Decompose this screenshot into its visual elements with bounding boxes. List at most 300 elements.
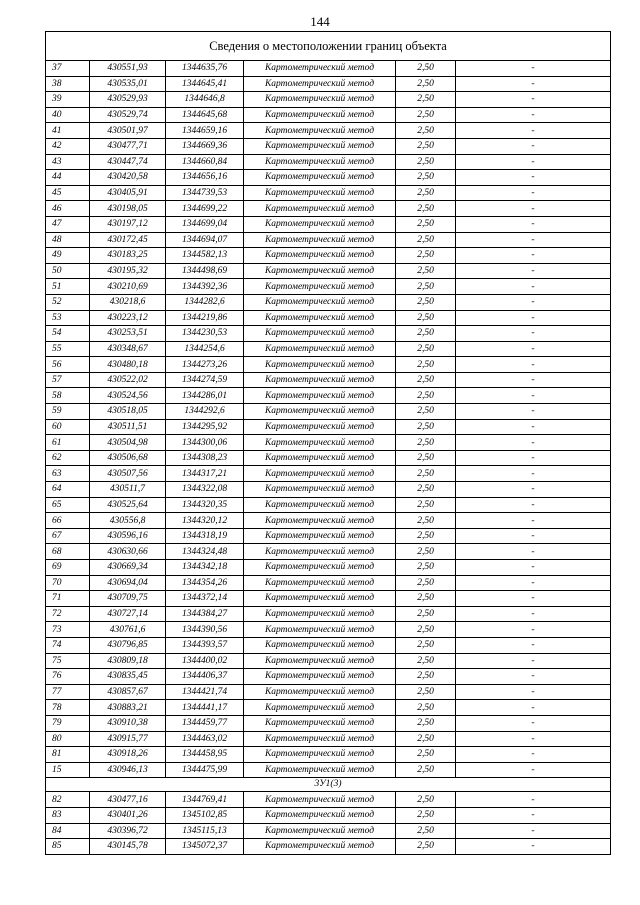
description-cell: - [456,700,611,716]
precision-cell: 2,50 [396,792,456,808]
table-row [46,450,611,466]
x-coordinate-cell: 430477,16 [90,792,166,808]
y-coordinate-cell: 1344400,02 [166,653,244,669]
y-coordinate-cell: 1344292,6 [166,404,244,420]
method-cell: Картометрический метод [244,528,396,544]
x-coordinate-cell: 430835,45 [90,669,166,685]
point-number-cell: 40 [46,107,90,123]
y-coordinate-cell: 1344669,36 [166,138,244,154]
table-row [46,419,611,435]
y-coordinate-cell: 1344463,02 [166,731,244,747]
method-cell: Картометрический метод [244,372,396,388]
point-number-cell: 49 [46,248,90,264]
y-coordinate-cell: 1345115,13 [166,823,244,839]
table-row [46,669,611,685]
precision-cell: 2,50 [396,544,456,560]
y-coordinate-cell: 1344739,53 [166,185,244,201]
y-coordinate-cell: 1344645,41 [166,76,244,92]
description-cell: - [456,216,611,232]
precision-cell: 2,50 [396,762,456,778]
precision-cell: 2,50 [396,138,456,154]
method-cell: Картометрический метод [244,622,396,638]
method-cell: Картометрический метод [244,248,396,264]
y-coordinate-cell: 1344295,92 [166,419,244,435]
point-number-cell: 85 [46,839,90,855]
point-number-cell: 84 [46,823,90,839]
y-coordinate-cell: 1344769,41 [166,792,244,808]
point-number-cell: 64 [46,482,90,498]
precision-cell: 2,50 [396,591,456,607]
precision-cell: 2,50 [396,201,456,217]
point-number-cell: 63 [46,466,90,482]
table-row [46,544,611,560]
table-row [46,435,611,451]
table-row [46,404,611,420]
description-cell: - [456,294,611,310]
method-cell: Картометрический метод [244,294,396,310]
precision-cell: 2,50 [396,388,456,404]
method-cell: Картометрический метод [244,606,396,622]
precision-cell: 2,50 [396,653,456,669]
method-cell: Картометрический метод [244,419,396,435]
x-coordinate-cell: 430348,67 [90,341,166,357]
description-cell: - [456,326,611,342]
precision-cell: 2,50 [396,76,456,92]
table-row [46,107,611,123]
x-coordinate-cell: 430507,56 [90,466,166,482]
description-cell: - [456,61,611,77]
y-coordinate-cell: 1344659,16 [166,123,244,139]
point-number-cell: 81 [46,747,90,763]
y-coordinate-cell: 1344282,6 [166,294,244,310]
x-coordinate-cell: 430709,75 [90,591,166,607]
y-coordinate-cell: 1344699,04 [166,216,244,232]
table-row [46,201,611,217]
point-number-cell: 79 [46,715,90,731]
point-number-cell: 59 [46,404,90,420]
y-coordinate-cell: 1344320,12 [166,513,244,529]
point-number-cell: 68 [46,544,90,560]
method-cell: Картометрический метод [244,669,396,685]
point-number-cell: 43 [46,154,90,170]
y-coordinate-cell: 1344393,57 [166,637,244,653]
precision-cell: 2,50 [396,123,456,139]
table-row [46,497,611,513]
point-number-cell: 61 [46,435,90,451]
point-number-cell: 50 [46,263,90,279]
y-coordinate-cell: 1344320,35 [166,497,244,513]
precision-cell: 2,50 [396,61,456,77]
point-number-cell: 39 [46,92,90,108]
x-coordinate-cell: 430197,12 [90,216,166,232]
y-coordinate-cell: 1344384,27 [166,606,244,622]
precision-cell: 2,50 [396,622,456,638]
precision-cell: 2,50 [396,575,456,591]
x-coordinate-cell: 430857,67 [90,684,166,700]
method-cell: Картометрический метод [244,513,396,529]
method-cell: Картометрический метод [244,263,396,279]
method-cell: Картометрический метод [244,715,396,731]
page-number: 144 [310,14,330,29]
precision-cell: 2,50 [396,839,456,855]
x-coordinate-cell: 430405,91 [90,185,166,201]
table-row [46,170,611,186]
point-number-cell: 53 [46,310,90,326]
precision-cell: 2,50 [396,450,456,466]
description-cell: - [456,263,611,279]
description-cell: - [456,341,611,357]
precision-cell: 2,50 [396,232,456,248]
precision-cell: 2,50 [396,310,456,326]
x-coordinate-cell: 430518,05 [90,404,166,420]
table-row [46,700,611,716]
point-number-cell: 72 [46,606,90,622]
description-cell: - [456,653,611,669]
point-number-cell: 38 [46,76,90,92]
precision-cell: 2,50 [396,513,456,529]
table-row [46,653,611,669]
table-row [46,388,611,404]
point-number-cell: 58 [46,388,90,404]
method-cell: Картометрический метод [244,341,396,357]
y-coordinate-cell: 1344421,74 [166,684,244,700]
description-cell: - [456,248,611,264]
precision-cell: 2,50 [396,404,456,420]
method-cell: Картометрический метод [244,544,396,560]
point-number-cell: 82 [46,792,90,808]
y-coordinate-cell: 1345072,37 [166,839,244,855]
coordinates-table [45,31,611,855]
table-row [46,823,611,839]
method-cell: Картометрический метод [244,216,396,232]
description-cell: - [456,807,611,823]
table-row [46,792,611,808]
method-cell: Картометрический метод [244,653,396,669]
point-number-cell: 42 [46,138,90,154]
description-cell: - [456,669,611,685]
x-coordinate-cell: 430198,05 [90,201,166,217]
method-cell: Картометрический метод [244,591,396,607]
description-cell: - [456,497,611,513]
y-coordinate-cell: 1344694,07 [166,232,244,248]
method-cell: Картометрический метод [244,700,396,716]
precision-cell: 2,50 [396,248,456,264]
description-cell: - [456,404,611,420]
method-cell: Картометрический метод [244,92,396,108]
x-coordinate-cell: 430535,01 [90,76,166,92]
point-number-cell: 74 [46,637,90,653]
y-coordinate-cell: 1344318,19 [166,528,244,544]
method-cell: Картометрический метод [244,123,396,139]
precision-cell: 2,50 [396,731,456,747]
precision-cell: 2,50 [396,154,456,170]
precision-cell: 2,50 [396,497,456,513]
x-coordinate-cell: 430506,68 [90,450,166,466]
description-cell: - [456,76,611,92]
precision-cell: 2,50 [396,419,456,435]
table-row [46,591,611,607]
x-coordinate-cell: 430172,45 [90,232,166,248]
x-coordinate-cell: 430396,72 [90,823,166,839]
precision-cell: 2,50 [396,669,456,685]
table-row [46,466,611,482]
table-row [46,216,611,232]
table-row [46,560,611,576]
y-coordinate-cell: 1344322,08 [166,482,244,498]
description-cell: - [456,528,611,544]
description-cell: - [456,92,611,108]
method-cell: Картометрический метод [244,731,396,747]
precision-cell: 2,50 [396,823,456,839]
table-row [46,606,611,622]
method-cell: Картометрический метод [244,560,396,576]
x-coordinate-cell: 430183,25 [90,248,166,264]
section-row [46,778,611,792]
x-coordinate-cell: 430596,16 [90,528,166,544]
precision-cell: 2,50 [396,637,456,653]
y-coordinate-cell: 1344308,23 [166,450,244,466]
description-cell: - [456,107,611,123]
y-coordinate-cell: 1344699,22 [166,201,244,217]
method-cell: Картометрический метод [244,450,396,466]
y-coordinate-cell: 1344317,21 [166,466,244,482]
description-cell: - [456,513,611,529]
method-cell: Картометрический метод [244,388,396,404]
method-cell: Картометрический метод [244,747,396,763]
y-coordinate-cell: 1344390,56 [166,622,244,638]
precision-cell: 2,50 [396,185,456,201]
method-cell: Картометрический метод [244,170,396,186]
precision-cell: 2,50 [396,341,456,357]
table-row [46,263,611,279]
table-row [46,310,611,326]
precision-cell: 2,50 [396,606,456,622]
table-row [46,684,611,700]
y-coordinate-cell: 1344475,99 [166,762,244,778]
point-number-cell: 66 [46,513,90,529]
precision-cell: 2,50 [396,807,456,823]
x-coordinate-cell: 430501,97 [90,123,166,139]
method-cell: Картометрический метод [244,232,396,248]
precision-cell: 2,50 [396,279,456,295]
section-label: 3У1(3) [46,778,611,792]
description-cell: - [456,839,611,855]
precision-cell: 2,50 [396,684,456,700]
method-cell: Картометрический метод [244,154,396,170]
description-cell: - [456,170,611,186]
y-coordinate-cell: 1344646,8 [166,92,244,108]
table-row [46,341,611,357]
method-cell: Картометрический метод [244,138,396,154]
table-header-row [46,32,611,61]
table-row [46,357,611,373]
point-number-cell: 15 [46,762,90,778]
point-number-cell: 80 [46,731,90,747]
table-row [46,513,611,529]
point-number-cell: 56 [46,357,90,373]
x-coordinate-cell: 430694,04 [90,575,166,591]
x-coordinate-cell: 430401,26 [90,807,166,823]
description-cell: - [456,154,611,170]
description-cell: - [456,823,611,839]
x-coordinate-cell: 430525,64 [90,497,166,513]
point-number-cell: 46 [46,201,90,217]
x-coordinate-cell: 430883,21 [90,700,166,716]
table-row [46,92,611,108]
precision-cell: 2,50 [396,92,456,108]
description-cell: - [456,435,611,451]
x-coordinate-cell: 430253,51 [90,326,166,342]
table-row [46,279,611,295]
table-row [46,248,611,264]
method-cell: Картометрический метод [244,684,396,700]
precision-cell: 2,50 [396,466,456,482]
point-number-cell: 73 [46,622,90,638]
point-number-cell: 77 [46,684,90,700]
table-row [46,61,611,77]
y-coordinate-cell: 1344441,17 [166,700,244,716]
point-number-cell: 60 [46,419,90,435]
x-coordinate-cell: 430210,69 [90,279,166,295]
y-coordinate-cell: 1344458,95 [166,747,244,763]
method-cell: Картометрический метод [244,823,396,839]
method-cell: Картометрический метод [244,61,396,77]
y-coordinate-cell: 1344300,06 [166,435,244,451]
y-coordinate-cell: 1344459,77 [166,715,244,731]
method-cell: Картометрический метод [244,762,396,778]
description-cell: - [456,123,611,139]
table-row [46,747,611,763]
x-coordinate-cell: 430477,71 [90,138,166,154]
description-cell: - [456,466,611,482]
x-coordinate-cell: 430910,38 [90,715,166,731]
point-number-cell: 45 [46,185,90,201]
precision-cell: 2,50 [396,216,456,232]
method-cell: Картометрический метод [244,637,396,653]
y-coordinate-cell: 1344372,14 [166,591,244,607]
method-cell: Картометрический метод [244,185,396,201]
method-cell: Картометрический метод [244,839,396,855]
method-cell: Картометрический метод [244,497,396,513]
description-cell: - [456,684,611,700]
description-cell: - [456,606,611,622]
y-coordinate-cell: 1344635,76 [166,61,244,77]
method-cell: Картометрический метод [244,326,396,342]
method-cell: Картометрический метод [244,107,396,123]
y-coordinate-cell: 1345102,85 [166,807,244,823]
precision-cell: 2,50 [396,435,456,451]
x-coordinate-cell: 430551,93 [90,61,166,77]
x-coordinate-cell: 430223,12 [90,310,166,326]
point-number-cell: 71 [46,591,90,607]
y-coordinate-cell: 1344273,26 [166,357,244,373]
y-coordinate-cell: 1344254,6 [166,341,244,357]
point-number-cell: 44 [46,170,90,186]
x-coordinate-cell: 430915,77 [90,731,166,747]
x-coordinate-cell: 430504,98 [90,435,166,451]
precision-cell: 2,50 [396,357,456,373]
table-row [46,482,611,498]
description-cell: - [456,419,611,435]
precision-cell: 2,50 [396,294,456,310]
point-number-cell: 55 [46,341,90,357]
y-coordinate-cell: 1344660,84 [166,154,244,170]
table-row [46,839,611,855]
table-row [46,294,611,310]
x-coordinate-cell: 430918,26 [90,747,166,763]
x-coordinate-cell: 430511,51 [90,419,166,435]
point-number-cell: 67 [46,528,90,544]
coordinates-table-container [45,31,610,855]
precision-cell: 2,50 [396,170,456,186]
point-number-cell: 78 [46,700,90,716]
x-coordinate-cell: 430218,6 [90,294,166,310]
description-cell: - [456,622,611,638]
method-cell: Картометрический метод [244,466,396,482]
description-cell: - [456,372,611,388]
description-cell: - [456,450,611,466]
point-number-cell: 83 [46,807,90,823]
y-coordinate-cell: 1344406,37 [166,669,244,685]
point-number-cell: 57 [46,372,90,388]
description-cell: - [456,185,611,201]
table-row [46,123,611,139]
table-row [46,76,611,92]
description-cell: - [456,762,611,778]
point-number-cell: 62 [46,450,90,466]
table-row [46,232,611,248]
x-coordinate-cell: 430145,78 [90,839,166,855]
point-number-cell: 70 [46,575,90,591]
y-coordinate-cell: 1344274,59 [166,372,244,388]
x-coordinate-cell: 430529,93 [90,92,166,108]
y-coordinate-cell: 1344645,68 [166,107,244,123]
x-coordinate-cell: 430522,02 [90,372,166,388]
point-number-cell: 37 [46,61,90,77]
description-cell: - [456,575,611,591]
description-cell: - [456,731,611,747]
precision-cell: 2,50 [396,528,456,544]
x-coordinate-cell: 430195,32 [90,263,166,279]
description-cell: - [456,591,611,607]
x-coordinate-cell: 430447,74 [90,154,166,170]
description-cell: - [456,201,611,217]
y-coordinate-cell: 1344286,01 [166,388,244,404]
x-coordinate-cell: 430630,66 [90,544,166,560]
precision-cell: 2,50 [396,747,456,763]
y-coordinate-cell: 1344342,18 [166,560,244,576]
table-row [46,622,611,638]
method-cell: Картометрический метод [244,76,396,92]
table-row [46,807,611,823]
point-number-cell: 48 [46,232,90,248]
x-coordinate-cell: 430524,56 [90,388,166,404]
description-cell: - [456,482,611,498]
x-coordinate-cell: 430511,7 [90,482,166,498]
method-cell: Картометрический метод [244,310,396,326]
point-number-cell: 65 [46,497,90,513]
point-number-cell: 54 [46,326,90,342]
description-cell: - [456,232,611,248]
table-row [46,731,611,747]
x-coordinate-cell: 430480,18 [90,357,166,373]
x-coordinate-cell: 430529,74 [90,107,166,123]
point-number-cell: 47 [46,216,90,232]
description-cell: - [456,637,611,653]
method-cell: Картометрический метод [244,807,396,823]
description-cell: - [456,310,611,326]
x-coordinate-cell: 430946,13 [90,762,166,778]
